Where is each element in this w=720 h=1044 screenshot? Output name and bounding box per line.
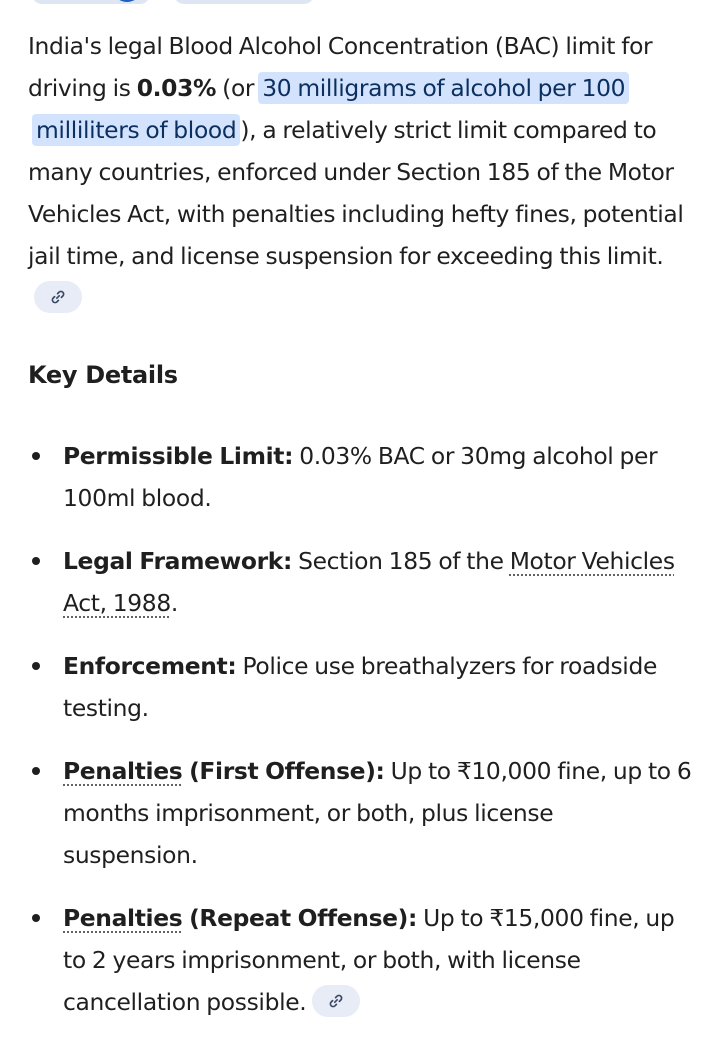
penalties-link[interactable]: Penalties [63, 757, 183, 785]
bac-limit-value: 0.03% [136, 74, 217, 102]
key-details-list [28, 435, 692, 1044]
item-label [63, 904, 417, 932]
item-label: Legal Framework: [63, 547, 293, 575]
item-label: Permissible Limit: [63, 442, 294, 470]
item-text: Up to ₹15,000 fine, up to 2 years imprisonment, or both, with license cancellation possible. [63, 904, 675, 1016]
source-link-button[interactable] [312, 985, 360, 1017]
list-item [28, 645, 692, 729]
list-item [28, 435, 692, 519]
top-chip[interactable] [32, 0, 150, 4]
source-link-button[interactable] [34, 281, 82, 313]
top-chip-row [28, 0, 720, 6]
item-text: 0.03% BAC or 30mg alcohol per 100ml blood. [63, 442, 658, 512]
avatar [112, 0, 142, 2]
penalties-link[interactable]: Penalties [63, 904, 183, 932]
item-text: Section 185 of the [292, 547, 510, 575]
motor-vehicles-act-link[interactable]: Motor Vehicles Act, 1988 [63, 547, 675, 617]
item-label-rest: (Repeat Offense): [182, 904, 418, 932]
item-text: Up to ₹10,000 fine, up to 6 months imprisonment, or both, plus license suspension. [63, 757, 692, 869]
intro-suffix: ), a relatively strict limit compared to many countries, enforced under Section 185 of the Motor Vehicles Act, with penalties including hefty fines, potential jail time, and license suspension for exceeding this limit. [28, 116, 684, 270]
item-text-end: . [170, 589, 178, 617]
intro-paragraph [28, 25, 692, 319]
highlighted-text: 30 milligrams of alcohol per 100 milliliters of blood [32, 72, 629, 146]
bullet [32, 767, 40, 775]
top-chip[interactable] [174, 0, 314, 4]
item-label-rest: (First Offense): [182, 757, 385, 785]
link-icon [328, 993, 344, 1009]
intro-paren: (or [216, 74, 255, 102]
section-heading: Key Details [28, 361, 178, 389]
item-label [63, 757, 385, 785]
list-item [28, 750, 692, 876]
bullet [32, 452, 40, 460]
bullet [32, 557, 40, 565]
list-item [28, 540, 692, 624]
list-item [28, 897, 692, 1023]
intro-prefix: India's legal Blood Alcohol Concentration (BAC) limit for driving is [28, 32, 653, 102]
item-label: Enforcement: [63, 652, 237, 680]
answer-content [28, 25, 692, 1016]
bullet [32, 914, 40, 922]
bullet [32, 662, 40, 670]
item-text: Police use breathalyzers for roadside testing. [63, 652, 657, 722]
link-icon [50, 289, 66, 305]
